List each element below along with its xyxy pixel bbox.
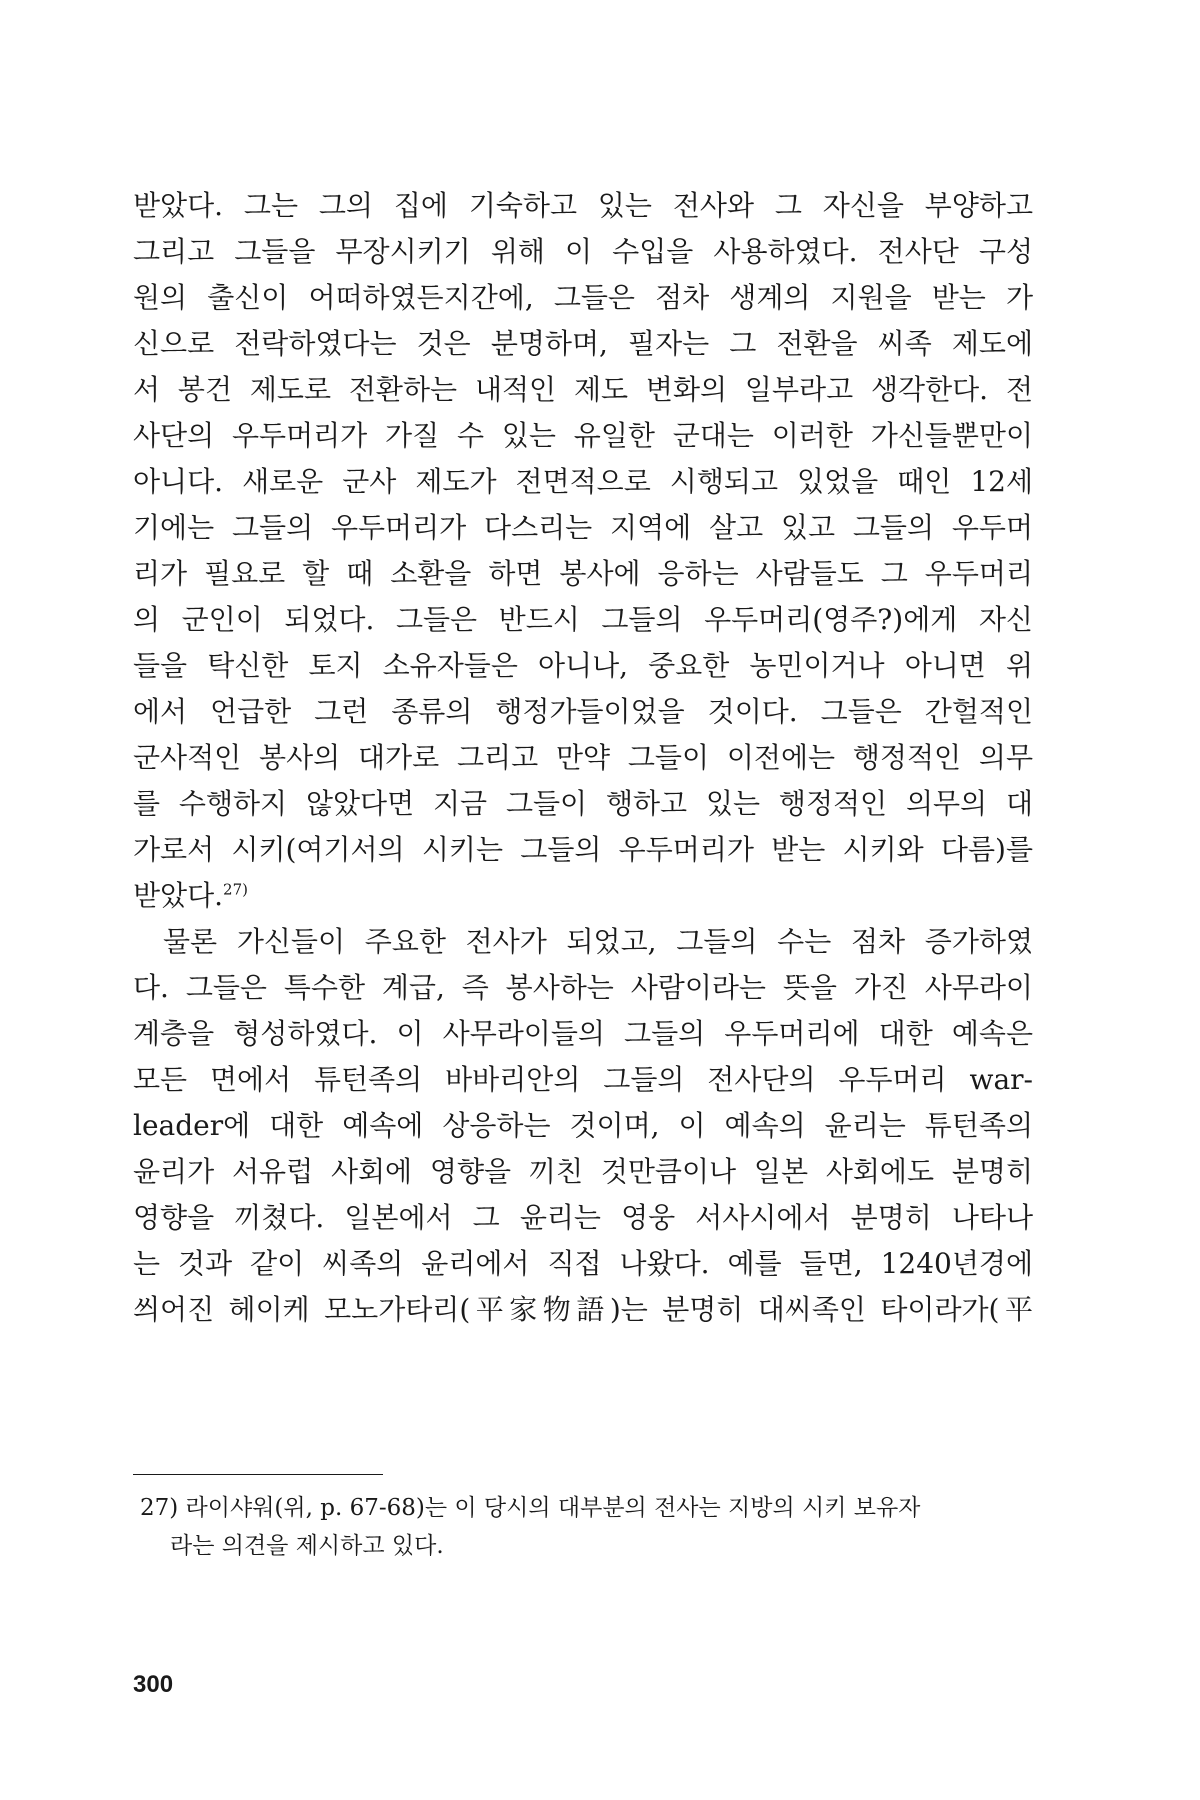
body-line-11: 들을 탁신한 토지 소유자들은 아니나, 중요한 농민이거나 아니면 위 [133, 649, 1033, 682]
body-line-24: 는 것과 같이 씨족의 윤리에서 직접 나왔다. 예를 들면, 1240년경에 [133, 1247, 1033, 1280]
body-line-16-text: 받았다. [133, 879, 224, 912]
body-line-4: 신으로 전락하였다는 것은 분명하며, 필자는 그 전환을 씨족 제도에 [133, 327, 1033, 360]
body-line-8: 기에는 그들의 우두머리가 다스리는 지역에 살고 있고 그들의 우두머 [133, 511, 1033, 544]
body-line-10: 의 군인이 되었다. 그들은 반드시 그들의 우두머리(영주?)에게 자신 [133, 603, 1033, 636]
body-line-21: leader에 대한 예속에 상응하는 것이며, 이 예속의 윤리는 튜턴족의 [133, 1109, 1033, 1142]
body-line-7: 아니다. 새로운 군사 제도가 전면적으로 시행되고 있었을 때인 12세 [133, 465, 1033, 498]
body-line-16 [133, 876, 1033, 916]
body-line-15: 가로서 시키(여기서의 시키는 그들의 우두머리가 받는 시키와 다름)를 [133, 833, 1033, 866]
body-line-9: 리가 필요로 할 때 소환을 하면 봉사에 응하는 사람들도 그 우두머리 [133, 557, 1033, 590]
body-line-23: 영향을 끼쳤다. 일본에서 그 윤리는 영웅 서사시에서 분명히 나타나 [133, 1201, 1033, 1234]
body-line-22: 윤리가 서유럽 사회에 영향을 끼친 것만큼이나 일본 사회에도 분명히 [133, 1155, 1033, 1188]
body-line-12: 에서 언급한 그런 종류의 행정가들이었을 것이다. 그들은 간헐적인 [133, 695, 1033, 728]
body-line-3: 원의 출신이 어떠하였든지간에, 그들은 점차 생계의 지원을 받는 가 [133, 281, 1033, 314]
footnote-line-2: 라는 의견을 제시하고 있다. [170, 1533, 444, 1559]
footnote-reference[interactable]: 27) [223, 880, 248, 899]
body-line-6: 사단의 우두머리가 가질 수 있는 유일한 군대는 이러한 가신들뿐만이 [133, 419, 1033, 452]
body-line-1: 받았다. 그는 그의 집에 기숙하고 있는 전사와 그 자신을 부양하고 [133, 189, 1033, 222]
body-line-14: 를 수행하지 않았다면 지금 그들이 행하고 있는 행정적인 의무의 대 [133, 787, 1033, 820]
footnote-divider [133, 1474, 383, 1475]
body-line-5: 서 봉건 제도로 전환하는 내적인 제도 변화의 일부라고 생각한다. 전 [133, 373, 1033, 406]
body-line-13: 군사적인 봉사의 대가로 그리고 만약 그들이 이전에는 행정적인 의무 [133, 741, 1033, 774]
body-line-25: 씌어진 헤이케 모노가타리(平家物語)는 분명히 대씨족인 타이라가(平 [133, 1293, 1033, 1326]
page-number: 300 [133, 1671, 174, 1698]
body-line-19: 계층을 형성하였다. 이 사무라이들의 그들의 우두머리에 대한 예속은 [133, 1017, 1033, 1050]
body-line-18: 다. 그들은 특수한 계급, 즉 봉사하는 사람이라는 뜻을 가진 사무라이 [133, 971, 1033, 1004]
body-line-20: 모든 면에서 튜턴족의 바바리안의 그들의 전사단의 우두머리 war- [133, 1063, 1033, 1096]
body-line-2: 그리고 그들을 무장시키기 위해 이 수입을 사용하였다. 전사단 구성 [133, 235, 1033, 268]
footnote-line-1: 27) 라이샤워(위, p. 67-68)는 이 당시의 대부분의 전사는 지방의 시키 보유자 [140, 1495, 921, 1521]
body-line-17: 물론 가신들이 주요한 전사가 되었고, 그들의 수는 점차 증가하였 [163, 925, 1033, 958]
